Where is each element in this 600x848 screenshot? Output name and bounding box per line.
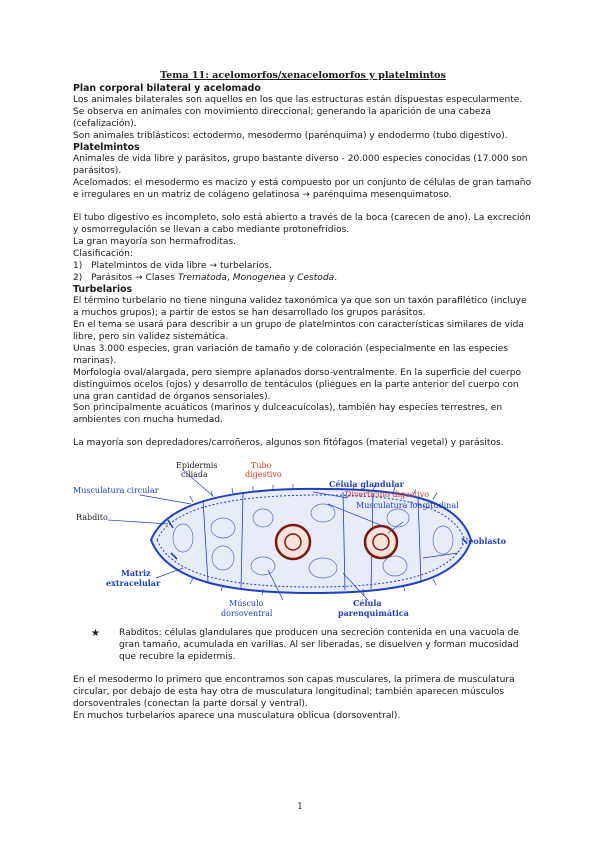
label-dorsoventral: dorsoventral xyxy=(221,609,273,619)
document-page xyxy=(73,70,533,723)
label-rabdito: Rabdito xyxy=(76,513,108,523)
label-celula: Célula xyxy=(353,598,382,609)
label-extracelular: extracelular xyxy=(106,578,161,589)
label-parenquimatica: parenquimática xyxy=(338,608,409,619)
page-number: 1 xyxy=(297,802,303,812)
paragraph: Se observa en animales con movimiento direccional; generando la aparición de una cabeza (cefalización). xyxy=(73,106,491,129)
digestive-diverticulum-right xyxy=(365,526,397,558)
label-tubo: Tubo xyxy=(251,461,272,471)
paragraph: Clasificación: xyxy=(73,248,133,259)
paragraph: En el tema se usará para describir a un grupo de platelmintos con características similares de vida libre, pero sin validez sistemática. xyxy=(73,320,524,343)
label-ciliada: ciliada xyxy=(181,470,208,480)
label-matriz: Matriz xyxy=(121,568,151,579)
document-title: Tema 11: acelomorfos/xenacelomorfos y platelmintos xyxy=(160,70,446,81)
label-epidermis: Epidermis xyxy=(176,461,218,471)
list-item: 2) Parásitos → Clases Trematoda, Monogenea y Cestoda. xyxy=(73,272,338,283)
paragraph: En muchos turbelarios aparece una musculatura oblicua (dorsoventral). xyxy=(73,710,401,721)
label-diverticulo-digestivo: Divertículo digestivo xyxy=(345,490,430,500)
star-bullet-icon: ★ xyxy=(91,628,100,640)
label-neoblasto: Neoblasto xyxy=(461,536,507,547)
paragraph: Los animales bilaterales son aquellos en los que las estructuras están dispuestas especularmente. xyxy=(73,94,523,105)
paragraph: En el mesodermo lo primero que encontramos son capas musculares, la primera de musculatura circular, por debajo de esta hay otra de musculatura longitudinal; también aparecen músculos dorsoventrales (conectan la parte dorsal y ventral). xyxy=(73,674,515,709)
section-heading-plan-corporal: Plan corporal bilateral y acelomado xyxy=(73,82,261,94)
section-heading-platelmintos: Platelmintos xyxy=(73,142,140,154)
paragraph: La mayoría son depredadores/carroñeros, algunos son fitófagos (material vegetal) y parásitos. xyxy=(73,438,504,449)
turbellarian-cross-section-diagram xyxy=(73,458,533,622)
digestive-diverticulum-left xyxy=(276,525,310,559)
label-digestivo: digestivo xyxy=(245,470,282,480)
paragraph: Unas 3.000 especies, gran variación de tamaño y de coloración (especialmente en las especies marinas). xyxy=(73,343,509,366)
paragraph: Animales de vida libre y parásitos, grupo bastante diverso - 20.000 especies conocidas (17.000 son parásitos). xyxy=(73,154,528,177)
paragraph: La gran mayoría son hermafroditas. xyxy=(73,236,237,247)
paragraph: El tubo digestivo es incompleto, solo está abierto a través de la boca (carecen de ano). La excreción y osmorregulación se llevan a cabo mediante protonefridios. xyxy=(73,212,531,235)
bullet-item: ★ Rabditos: células glandulares que producen una secreción contenida en una vacuola de gran tamaño, acumulada en varillas. Al ser liberadas, se disuelven y forman mucosidad que recubre la epidermis. xyxy=(91,628,520,662)
section-heading-turbelarios: Turbelarios xyxy=(73,284,133,296)
paragraph: Acelomados: el mesodermo es macizo y está compuesto por un conjunto de células de gran tamaño e irregulares en un matriz de colágeno gelatinosa → parénquima mesenquimatoso. xyxy=(73,178,532,201)
label-musculo: Músculo xyxy=(229,599,264,609)
classification-list xyxy=(73,261,533,285)
cross-section-figure xyxy=(73,458,533,622)
paragraph: Son animales triblásticos: ectodermo, mesodermo (parénquima) y endodermo (tubo digestivo). xyxy=(73,130,508,141)
label-musculatura-circular: Musculatura circular xyxy=(73,486,159,496)
list-item: 1) Platelmintos de vida libre → turbelarios. xyxy=(73,260,272,271)
paragraph: El término turbelario no tiene ninguna validez taxonómica ya que son un taxón parafilético (incluye a muchos grupos); a partir de estos se han desarrollado los grupos parásitos. xyxy=(73,296,527,319)
label-celula-glandular: Célula glandular xyxy=(329,479,404,490)
paragraph: Son principalmente acuáticos (marinos y dulceacuícolas), también hay especies terrestres, en ambientes con mucha humedad. xyxy=(73,403,503,426)
paragraph: Morfología oval/alargada, pero siempre aplanados dorso-ventralmente. En la superficie del cuerpo distinguimos ocelos (ojos) y desarrollo de tentáculos (pliegues en la parte anterior del cuerpo con una gran cantidad de órganos sensoriales). xyxy=(73,367,522,402)
label-musculatura-longitudinal: Musculatura longitudinal xyxy=(356,501,459,511)
